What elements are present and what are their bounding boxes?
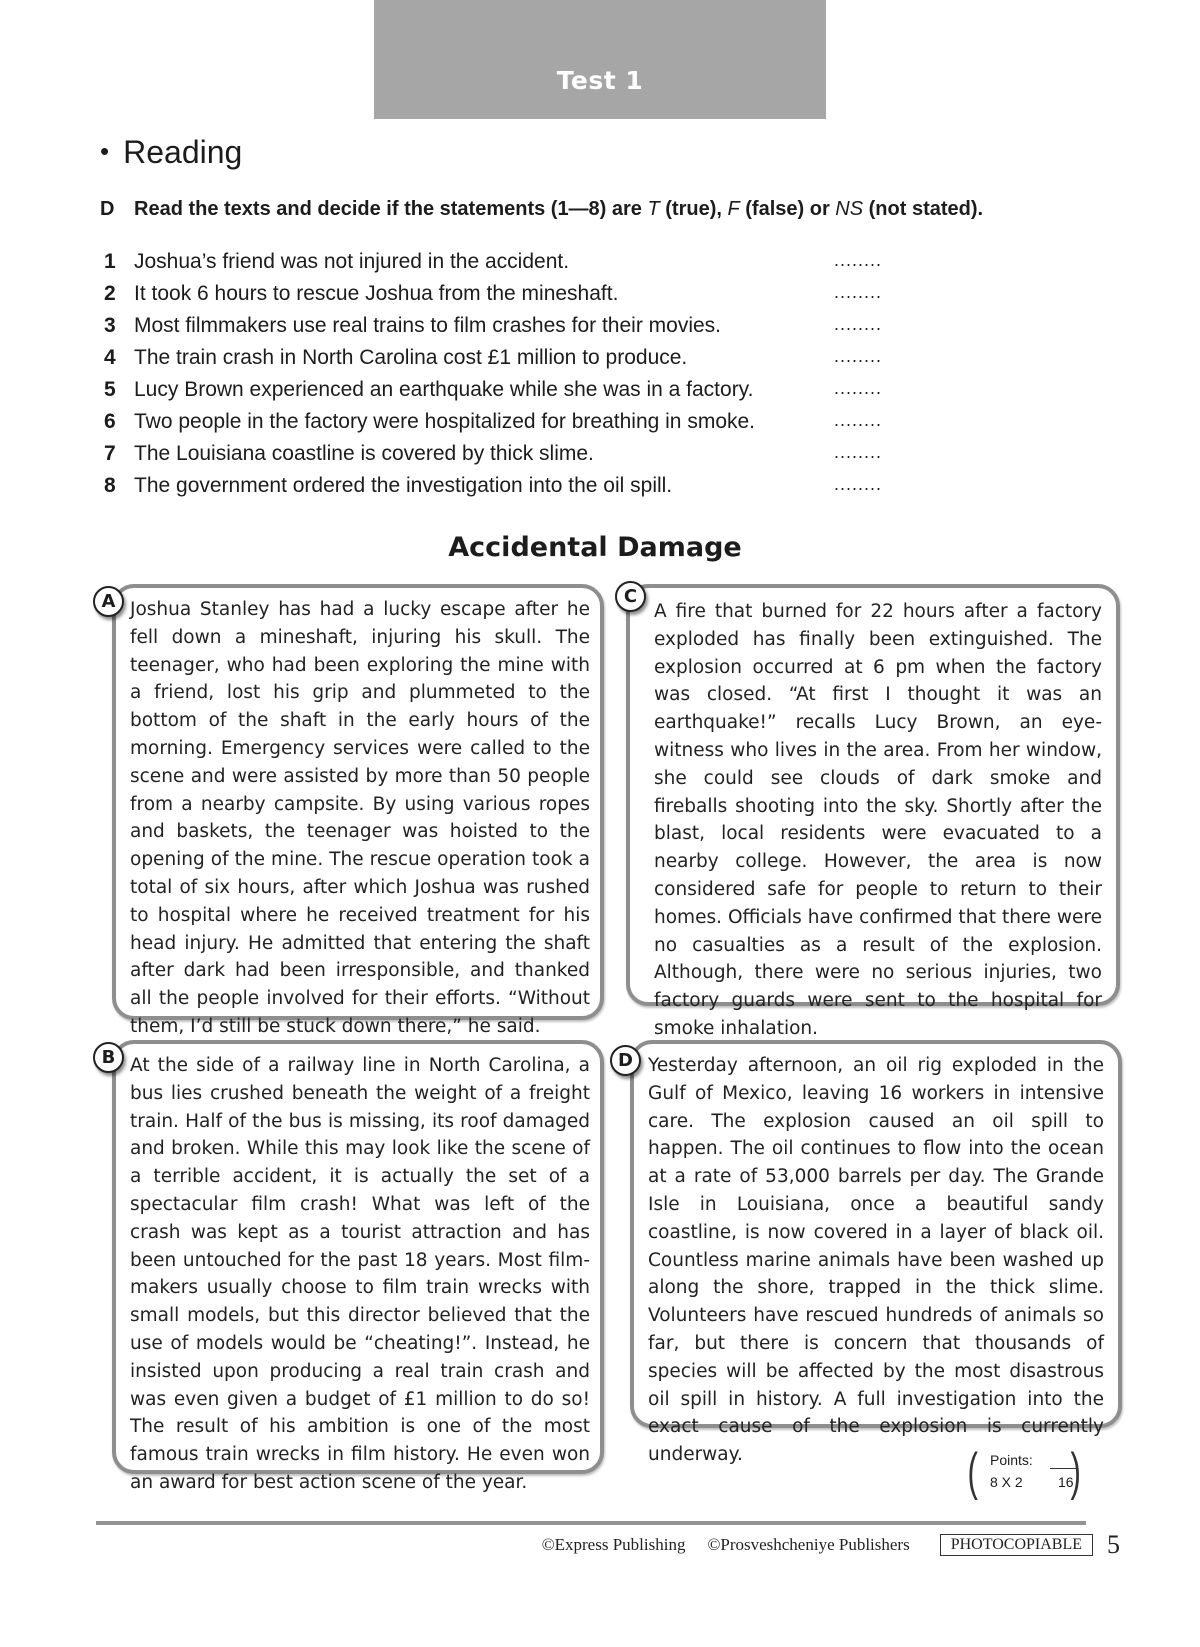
- statement-item: [104, 470, 894, 502]
- text-label-c: C: [615, 581, 646, 612]
- right-paren-icon: ): [1070, 1443, 1081, 1501]
- instruction-text: Read the texts and decide if the statements (1—8) are: [134, 198, 648, 220]
- statement-number: 2: [104, 282, 116, 305]
- answer-blank[interactable]: ........: [834, 409, 883, 430]
- statement-item: [104, 278, 894, 310]
- text-label-d: D: [610, 1045, 641, 1076]
- not-stated-desc: (not stated).: [863, 198, 984, 220]
- true-abbrev: T: [647, 198, 660, 220]
- section-heading: [100, 134, 242, 171]
- copyright-prosveshcheniye: ©Prosveshcheniye Publishers: [707, 1535, 910, 1554]
- text-box-c: [626, 584, 1120, 1039]
- points-label: Points:: [990, 1452, 1033, 1468]
- statement-number: 1: [104, 250, 116, 273]
- statement-number: 8: [104, 474, 116, 497]
- copyright-express: ©Express Publishing: [541, 1535, 686, 1554]
- answer-blank[interactable]: ........: [834, 345, 883, 366]
- left-paren-icon: (: [967, 1443, 978, 1501]
- statement-number: 6: [104, 410, 116, 433]
- answer-blank[interactable]: ........: [834, 473, 883, 494]
- answer-blank[interactable]: ........: [834, 281, 883, 302]
- true-desc: (true),: [659, 198, 728, 220]
- answer-blank[interactable]: ........: [834, 377, 883, 398]
- statement-text: The government ordered the investigation into the oil spill.: [134, 474, 673, 497]
- statement-text: Joshua’s friend was not injured in the accident.: [134, 250, 570, 273]
- statement-text: It took 6 hours to rescue Joshua from the mineshaft.: [134, 282, 619, 305]
- text-label-b: B: [93, 1042, 124, 1073]
- points-max: 16: [1058, 1474, 1074, 1490]
- statement-list: [104, 246, 894, 502]
- text-a-body: Joshua Stanley has had a lucky escape after he fell down a mineshaft, injuring his skull. The teenager, who had been exploring the mine with a friend, lost his grip and plummeted to the bottom of the shaft in the early hours of the morning. Emergency services were called to the scene and were assisted by more than 50 people from a nearby campsite. By using various ropes and baskets, the teenager was hoisted to the opening of the mine. The rescue operation took a total of six hours, after which Joshua was rushed to hospital where he received treatment for his head injury. He admitted that entering the shaft after dark had been irresponsible, and thanked all the people involved for their efforts. “Without them, I’d still be stuck down there,” he said.: [130, 599, 590, 1037]
- points-box: [967, 1443, 1090, 1502]
- text-box-a: [112, 584, 604, 1037]
- statement-item: [104, 438, 894, 470]
- test-header-banner: [374, 0, 826, 119]
- statement-text: Most filmmakers use real trains to film crashes for their movies.: [134, 314, 721, 337]
- bullet-icon: •: [100, 136, 110, 166]
- task-instructions: [100, 198, 983, 221]
- task-letter: D: [100, 198, 115, 220]
- statement-item: [104, 342, 894, 374]
- section-title: Reading: [123, 134, 243, 170]
- answer-blank[interactable]: ........: [834, 441, 883, 462]
- footer-divider: [96, 1521, 1086, 1525]
- statement-number: 7: [104, 442, 116, 465]
- statement-item: [104, 310, 894, 342]
- page-number: 5: [1107, 1530, 1120, 1559]
- statement-number: 4: [104, 346, 116, 369]
- text-b-body: At the side of a railway line in North Carolina, a bus lies crushed beneath the weight of a freight train. Half of the bus is missing, its roof damaged and broken. While this may look like the scene of a terrible accident, it is actually the set of a spectacular film crash! What was left of the crash was kept as a tourist attraction and has been untouched for the past 18 years. Most film-makers usually choose to film train wrecks with small models, but this director believed that the use of models would be “cheating!”. Instead, he insisted upon producing a real train crash and was even given a budget of £1 million to do so! The result of his ambition is one of the most famous train wrecks in film history. He even won an award for best action scene of the year.: [130, 1055, 590, 1493]
- answer-blank[interactable]: ........: [834, 313, 883, 334]
- text-box-b: [112, 1040, 604, 1493]
- statement-item: [104, 246, 894, 278]
- not-stated-abbrev: NS: [835, 198, 864, 220]
- test-label: Test 1: [556, 66, 644, 95]
- statement-number: 5: [104, 378, 116, 401]
- page-footer: [0, 1530, 1120, 1560]
- photocopiable-badge: PHOTOCOPIABLE: [940, 1534, 1093, 1556]
- false-desc: (false) or: [739, 198, 836, 220]
- text-label-a: A: [93, 586, 124, 617]
- text-c-body: A fire that burned for 22 hours after a factory exploded has finally been extinguished. The explosion occurred at 6 pm when the factory was closed. “At first I thought it was an earthquake!” recalls Lucy Brown, an eye-witness who lives in the area. From her window, she could see clouds of dark smoke and fireballs shooting into the sky. Shortly after the blast, local residents were evacuated to a nearby college. However, the area is now considered safe for people to return to their homes. Officials have confirmed that there were no casualties as a result of the explosion. Although, there were no serious injuries, two factory guards were sent to the hospital for smoke inhalation.: [654, 601, 1102, 1039]
- article-title: Accidental Damage: [448, 532, 742, 563]
- statement-text: Lucy Brown experienced an earthquake while she was in a factory.: [134, 378, 754, 401]
- points-multiplier: 8 X 2: [990, 1474, 1023, 1490]
- statement-text: The train crash in North Carolina cost £1 million to produce.: [134, 346, 688, 369]
- statement-item: [104, 374, 894, 406]
- statement-text: The Louisiana coastline is covered by thick slime.: [134, 442, 594, 465]
- statement-item: [104, 406, 894, 438]
- false-abbrev: F: [727, 198, 740, 220]
- text-d-body: Yesterday afternoon, an oil rig exploded in the Gulf of Mexico, leaving 16 workers in intensive care. The explosion caused an oil spill to happen. The oil continues to flow into the ocean at a rate of 53,000 barrels per day. The Grande Isle in Louisiana, once a beautiful sandy coastline, is now covered in a layer of black oil. Countless marine animals have been washed up along the shore, trapped in the thick slime. Volunteers have rescued hundreds of animals so far, but there is concern that thousands of species will be affected by the most disastrous oil spill in history. A full investigation into the exact cause of the explosion is currently underway.: [648, 1055, 1104, 1466]
- statement-number: 3: [104, 314, 116, 337]
- statement-text: Two people in the factory were hospitalized for breathing in smoke.: [134, 410, 756, 433]
- answer-blank[interactable]: ........: [834, 249, 883, 270]
